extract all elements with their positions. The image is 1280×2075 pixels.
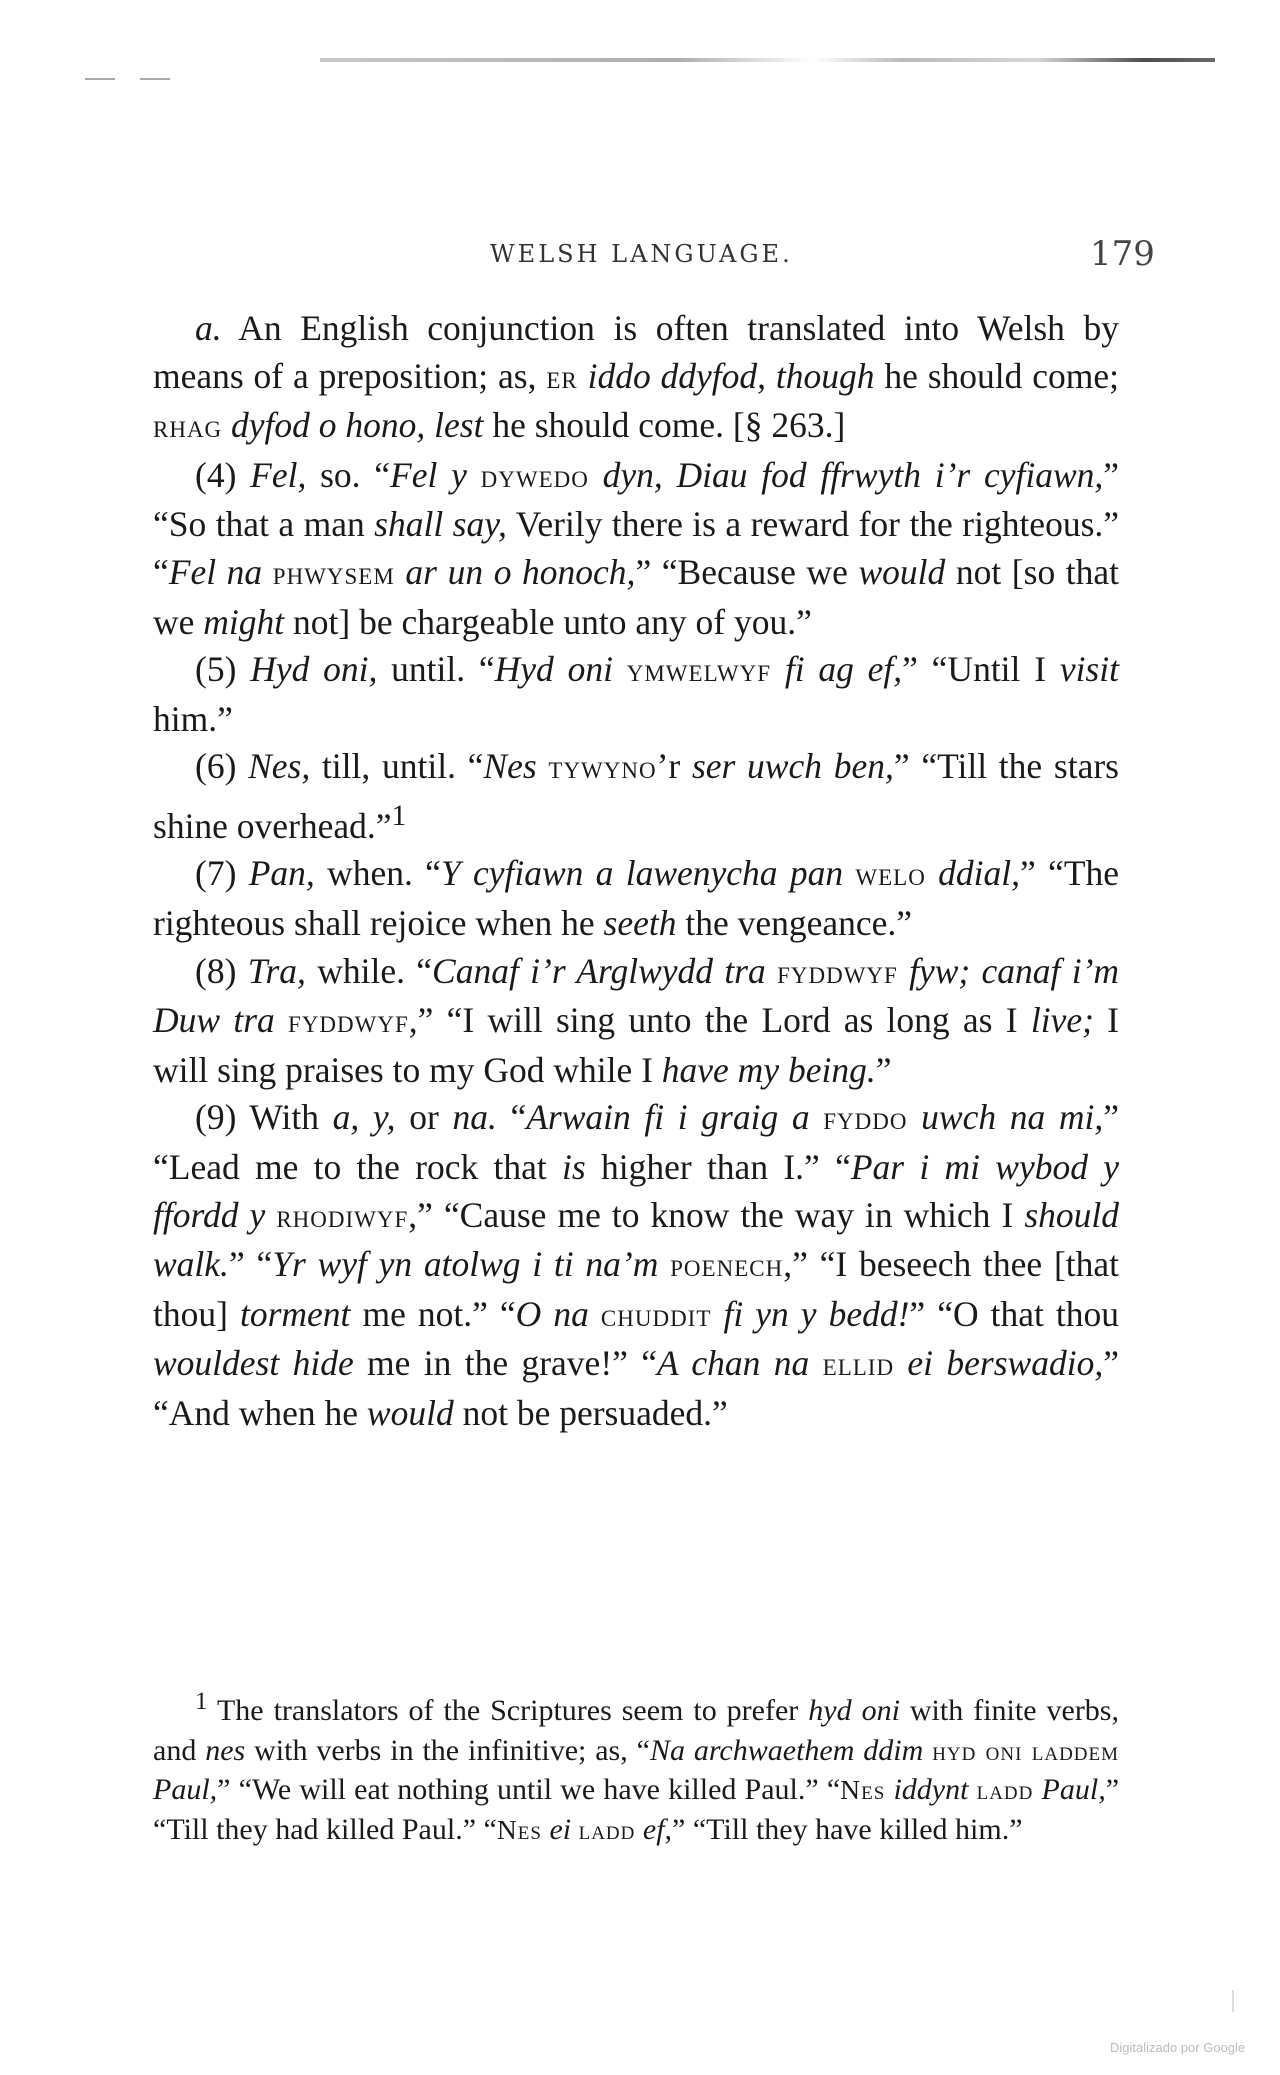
text-run: would [858,551,946,592]
text-run [926,853,938,893]
text-run: Y cyfiawn a lawenycha pan [440,853,844,894]
text-run: Par i mi wybod y ffordd y [153,1146,1119,1235]
text-run: ” “Till they had killed Paul.” “ [153,1773,1120,1846]
text-run: me in the grave!” “ [353,1343,658,1384]
text-run: shall say, [374,504,507,545]
text-run: when. “ [314,853,441,894]
text-run: ymwelwyf [626,653,772,690]
text-run: Paul, [1041,1773,1106,1806]
text-run: (6) [195,746,249,787]
text-run [810,1097,824,1137]
text-run [275,1000,288,1040]
text-run [265,1195,276,1235]
text-run: A chan na [657,1343,810,1384]
text-run: poenech [670,1248,784,1285]
text-run: rhodiwyf [276,1198,409,1235]
text-run: he should come; [874,355,1120,396]
text-run: er [546,359,578,396]
footnote-1 [153,1682,1119,1849]
text-run [613,649,627,689]
text-run: ” “O that thou [909,1293,1120,1334]
text-run: not] be chargeable unto any of you.” [284,601,812,642]
text-run: live; [1030,1000,1094,1041]
text-run [467,455,481,495]
text-run: iddynt [893,1773,969,1806]
text-run: fyddwyf [777,954,898,991]
text-run: “ [496,1097,527,1138]
text-run: (9) With [195,1097,333,1138]
text-run: he should come. [§ 263.] [483,405,846,446]
text-run: a, y, [332,1097,396,1138]
text-run: higher than I.” “ [585,1146,851,1187]
text-run: until. “ [377,649,495,690]
text-run: or [395,1097,453,1138]
text-run: 1 [195,1688,208,1715]
text-run: is [562,1146,586,1187]
text-run: ’r [656,746,692,787]
text-run: Tra, [247,950,306,991]
text-run: the vengeance.” [676,902,913,943]
text-run: ” “The righteous shall rejoice when he [153,853,1120,943]
text-run: dyfod o hono, [231,405,426,446]
text-run: dywedo [480,458,589,495]
text-run [571,1813,579,1846]
text-run [658,1244,670,1284]
text-run [1033,1773,1041,1806]
text-run [635,1813,643,1846]
text-run: Pan, [248,853,315,894]
text-run: would [366,1392,454,1433]
text-run [923,1734,932,1767]
text-run: uwch na mi, [921,1097,1104,1138]
text-run: ” “Till the stars shine overhead.” [153,746,1119,846]
text-run: (5) [195,649,251,690]
text-run: Nes [496,1813,542,1845]
text-run: dyn, Diau fod ffrwyth i’r cyfiawn, [602,454,1104,495]
running-head: WELSH LANGUAGE. [490,240,793,268]
text-run: ” [875,1049,892,1090]
text-run: ” “We will eat nothing until we have killed Paul.” “ [217,1773,841,1806]
text-run: I will sing praises to my God while I [153,1000,1120,1090]
text-run: torment [239,1293,351,1334]
text-run: a. [195,308,222,348]
text-run: fyddo [823,1101,908,1138]
text-run: Nes, [248,746,311,787]
text-run: though [775,355,875,396]
paragraph-9-with [153,1094,1119,1437]
text-run: not be persuaded.” [453,1392,728,1433]
text-run: (8) [195,950,248,991]
paragraph-6-nes [153,743,1119,850]
text-run: na. [452,1097,497,1138]
text-run: tywyno [548,750,657,787]
text-run: rhag [153,409,223,446]
text-run: me not.” “ [350,1293,516,1334]
text-run [578,356,588,396]
text-run [766,951,777,991]
text-run: fi ag ef, [784,649,903,690]
text-run [589,455,603,495]
text-run: ser uwch ben, [691,746,894,787]
text-run [894,1343,907,1383]
text-run: while. “ [305,950,433,991]
paragraph-8-tra [153,948,1119,1095]
body-text [153,305,1119,1437]
text-run: chuddit [600,1297,712,1334]
text-run: fi yn y bedd! [723,1293,910,1334]
text-run [766,356,776,396]
footnote [153,1682,1119,1849]
paragraph-5-hyd-oni [153,646,1119,743]
scan-artifact-left [85,78,195,80]
page-number: 179 [1090,234,1155,274]
text-run: O na [515,1293,589,1334]
text-run: with verbs in the infinitive; as, “ [245,1733,650,1767]
text-run: Na archwaethem ddim [649,1733,924,1767]
text-run: ” “Because we [635,551,859,592]
text-run: Canaf i’r Arglwydd tra [432,950,766,991]
text-run: ladd [578,1813,636,1845]
text-run: iddo ddyfod, [587,355,767,396]
text-run: welo [855,857,926,894]
text-run [537,746,549,786]
text-run: An English conjunction is often translated into Welsh by means of a preposition; as, [153,308,1119,396]
paragraph-7-pan [153,850,1119,947]
text-run [898,951,909,991]
text-run [425,405,434,445]
text-run: hyd oni [808,1694,900,1727]
text-run: him.” [153,698,233,739]
text-run: ladd [976,1774,1034,1805]
text-run: Hyd oni [494,649,613,690]
text-run [589,1294,601,1334]
text-run: so. “ [306,454,391,495]
text-run [809,1343,822,1383]
watermark: Digitalizado por Google [1110,2040,1246,2055]
text-run: not [so that we [153,551,1120,642]
page-header [0,234,1280,280]
text-run [908,1097,922,1137]
text-run: ” “ [228,1244,273,1285]
text-run: visit [1059,649,1119,690]
text-run [711,1294,723,1334]
text-run: ,” “I beseech thee [that thou] [153,1244,1119,1334]
text-run [843,853,855,893]
text-run: The translators of the Scriptures seem to prefer [207,1694,809,1727]
text-run [771,649,785,689]
text-run: Verily there is a reward for the righteous.” “ [153,504,1120,592]
text-run: Fel y [390,454,467,495]
text-run: have my being. [661,1049,876,1090]
text-run: Nes [840,1774,886,1805]
text-run: ” “So that a man [153,454,1120,545]
text-run: ellid [822,1347,895,1384]
text-run: Fel, [250,454,307,495]
text-run: (7) [195,853,249,894]
text-run: Hyd oni, [250,649,378,690]
text-run: ddial, [938,853,1020,894]
text-run: ,” “I will sing unto the Lord as long as I [408,1000,1031,1041]
scan-mark [1232,1990,1234,2012]
text-run: might [203,601,285,642]
text-run: phwysem [272,555,395,592]
text-run: ei [549,1812,572,1846]
text-run: fyddwyf [288,1004,409,1041]
text-run: Paul, [153,1773,218,1806]
text-run [395,552,406,592]
text-run: with finite verbs, and [153,1694,1119,1767]
text-run: ef, [642,1812,673,1846]
paragraph-4-fel [153,452,1119,646]
text-run: Fel na [168,551,263,592]
text-run: Nes [483,746,537,787]
paragraph-a [153,305,1119,452]
text-run: ” “Till they have killed him.” [672,1812,1023,1846]
text-run: ” “Lead me to the rock that [153,1097,1120,1187]
text-run [262,552,273,592]
text-run: Yr wyf yn atolwg i ti na’m [272,1244,659,1285]
text-run: Arwain fi i graig a [526,1097,810,1138]
text-run: till, until. “ [310,746,484,787]
text-run: ” “Until I [902,649,1060,690]
text-run: should walk. [153,1194,1119,1285]
text-run: lest [434,405,484,446]
text-run: ” “And when he [153,1343,1119,1433]
text-run [222,405,231,445]
text-run: nes [205,1733,246,1767]
text-run: ar un o honoch, [405,551,636,592]
text-run: ei berswadio, [907,1343,1104,1384]
text-run: 1 [391,799,407,832]
text-run: fyw; canaf i’m Duw tra [153,950,1120,1041]
text-run: ,” “Cause me to know the way in which I [408,1194,1025,1235]
scan-artifact-top [320,58,1215,62]
text-run: (4) [195,454,251,495]
text-run: wouldest hide [153,1343,354,1384]
text-run [968,1773,976,1806]
text-run: seeth [603,902,677,943]
text-run: hyd oni laddem [932,1734,1120,1766]
